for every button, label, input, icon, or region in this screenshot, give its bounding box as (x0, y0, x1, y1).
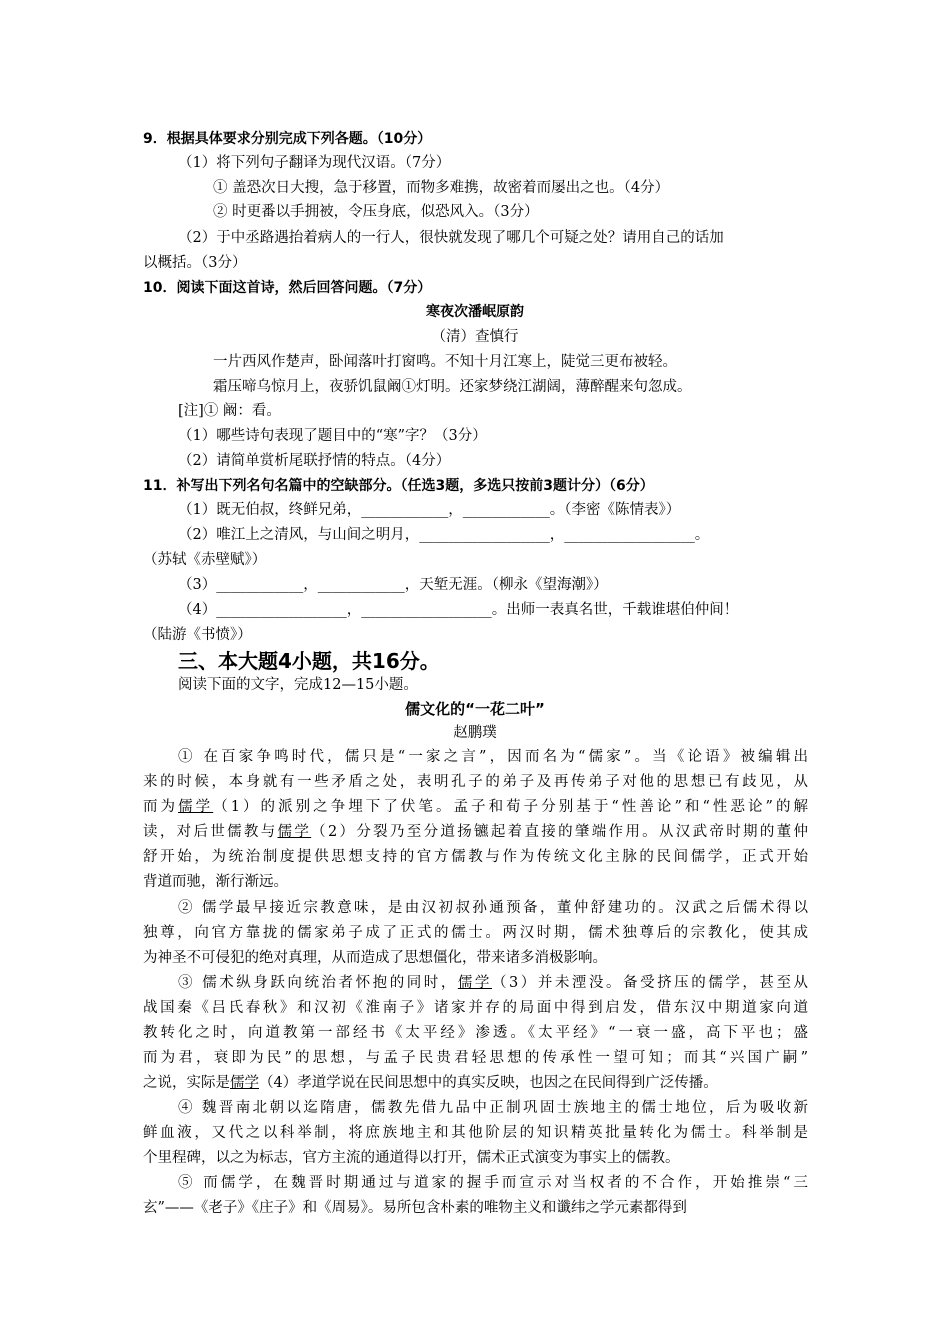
q9-sentence2: ② 时更番以手拥被，令压身底，似恐风入。（3分） (213, 204, 539, 220)
article-p3-line: 教转化之时，向道教第一部经书《太平经》渗透。《太平经》“一衰一盛，高下平也；盛 (143, 1025, 808, 1041)
article-p2-line: 为神圣不可侵犯的绝对真理，从而造成了思想僵化，带来诸多消极影响。 (143, 950, 607, 966)
q9-part1: （1）将下列句子翻译为现代汉语。（7分） (178, 155, 451, 171)
article-p2-line: 独尊，向官方靠拢的儒家弟子成了正式的儒士。两汉时期，儒术独尊后的宗教化，使其成 (143, 925, 808, 941)
article-p3-line: 之说，实际是儒学（4）孝道学说在民间思想中的真实反映，也因之在民间得到广泛传播。 (143, 1075, 718, 1091)
q11-heading: 11．补写出下列名句名篇中的空缺部分。（任选3题，多选只按前3题计分）（6分） (143, 478, 654, 494)
article-p4-line: ④ 魏晋南北朝以迄隋唐，儒教先借九品中正制巩固士族地主的儒士地位，后为吸收新 (178, 1100, 808, 1116)
q10-part2: （2）请简单赏析尾联抒情的特点。（4分） (178, 453, 451, 469)
underlined-term: 儒学 (457, 975, 492, 991)
q9-sentence1: ① 盖恐次日大搜，急于移置，而物多难携，故密着而屡出之也。（4分） (213, 180, 670, 196)
q9-part2-line1: （2）于中丞路遇抬着病人的一行人，很快就发现了哪几个可疑之处？请用自己的话加 (178, 230, 724, 246)
article-p1-line: 而为儒学（1）的派别之争埋下了伏笔。孟子和荀子分别基于“性善论”和“性恶论”的解 (143, 799, 809, 815)
article-p1-line: 读，对后世儒教与儒学（2）分裂乃至分道扬镳起着直接的肇端作用。从汉武帝时期的董仲 (143, 824, 808, 840)
article-p1-line: 舒开始，为统治制度提供思想支持的官方儒教与作为传统文化主脉的民间儒学，正式开始 (143, 849, 808, 865)
q9-part2-line2: 以概括。（3分） (143, 255, 247, 271)
q10-heading: 10．阅读下面这首诗，然后回答问题。（7分） (143, 280, 432, 296)
article-p3-line: 而为君，衰即为民”的思想，与孟子民贵君轻思想的传承性一望可知；而其“兴国广嗣” (143, 1050, 808, 1066)
article-p1-line: ① 在百家争鸣时代，儒只是“一家之言”，因而名为“儒家”。当《论语》被编辑出 (178, 749, 808, 765)
article-author: 赵鹏璞 (453, 725, 497, 741)
article-p2-line: ② 儒学最早接近宗教意味，是由汉初叔孙通预备，董仲舒建功的。汉武之后儒术得以 (178, 900, 808, 916)
poem-line-1: 一片西风作楚声，卧闻落叶打窗鸣。不知十月江寒上，陡觉三更布被轻。 (213, 354, 677, 370)
article-p1-line: 来的时候，本身就有一些矛盾之处，表明孔子的弟子及再传弟子对他的思想已有歧见，从 (143, 774, 808, 790)
article-p5-line: 玄”——《老子》《庄子》和《周易》。易所包含朴素的唯物主义和谶纬之学元素都得到 (143, 1200, 687, 1216)
q11-item4: （4）__________________，__________________。出师一表真名世，千载谁堪伯仲间！ (178, 602, 739, 618)
underlined-term: 儒学 (277, 824, 312, 840)
article-p4-line: 个里程碑，以之为标志，官方主流的通道得以打开，儒术正式演变为事实上的儒教。 (143, 1150, 680, 1166)
article-title: 儒文化的“一花二叶” (405, 700, 545, 718)
q11-item1: （1）既无伯叔，终鲜兄弟，____________，____________。（李密《陈情表》） (178, 502, 681, 518)
q11-item2-source: （苏轼《赤壁赋》） (143, 552, 267, 568)
article-p4-line: 鲜血液，又代之以科举制，将庶族地主和其他阶层的知识精英批量转化为儒士。科举制是 (143, 1125, 808, 1141)
poem-note: [注]① 阚：看。 (178, 403, 281, 419)
poem-author: （清）查慎行 (431, 329, 519, 345)
article-p1-line: 背道而驰，渐行渐远。 (143, 874, 288, 890)
q9-heading: 9．根据具体要求分别完成下列各题。（10分） (143, 131, 432, 147)
section3-intro: 阅读下面的文字，完成12—15小题。 (178, 677, 418, 693)
article-p3-line: ③ 儒术纵身跃向统治者怀抱的同时，儒学（3）并未湮没。备受挤压的儒学，甚至从 (178, 975, 808, 991)
q11-item2: （2）唯江上之清风，与山间之明月，__________________，__________________。 (178, 527, 710, 543)
q11-item4-source: （陆游《书愤》） (143, 627, 252, 643)
q11-item3: （3）____________，____________，天堑无涯。（柳永《望海潮》） (178, 577, 608, 593)
article-p5-line: ⑤ 而儒学，在魏晋时期通过与道家的握手而宣示对当权者的不合作，开始推崇“三 (178, 1175, 808, 1191)
underlined-term: 儒学 (230, 1075, 259, 1091)
poem-line-2: 霜压啼乌惊月上，夜骄饥鼠阚①灯明。还家梦绕江湖阔，薄醉醒来句忽成。 (213, 379, 692, 395)
poem-title: 寒夜次潘岷原韵 (426, 304, 524, 320)
underlined-term: 儒学 (178, 799, 214, 815)
article-p3-line: 战国秦《吕氏春秋》和汉初《淮南子》诸家并存的局面中得到启发，借东汉中期道家向道 (143, 1000, 808, 1016)
section3-heading: 三、本大题4小题，共16分。 (178, 649, 440, 673)
q10-part1: （1）哪些诗句表现了题目中的“寒”字？（3分） (178, 428, 487, 444)
